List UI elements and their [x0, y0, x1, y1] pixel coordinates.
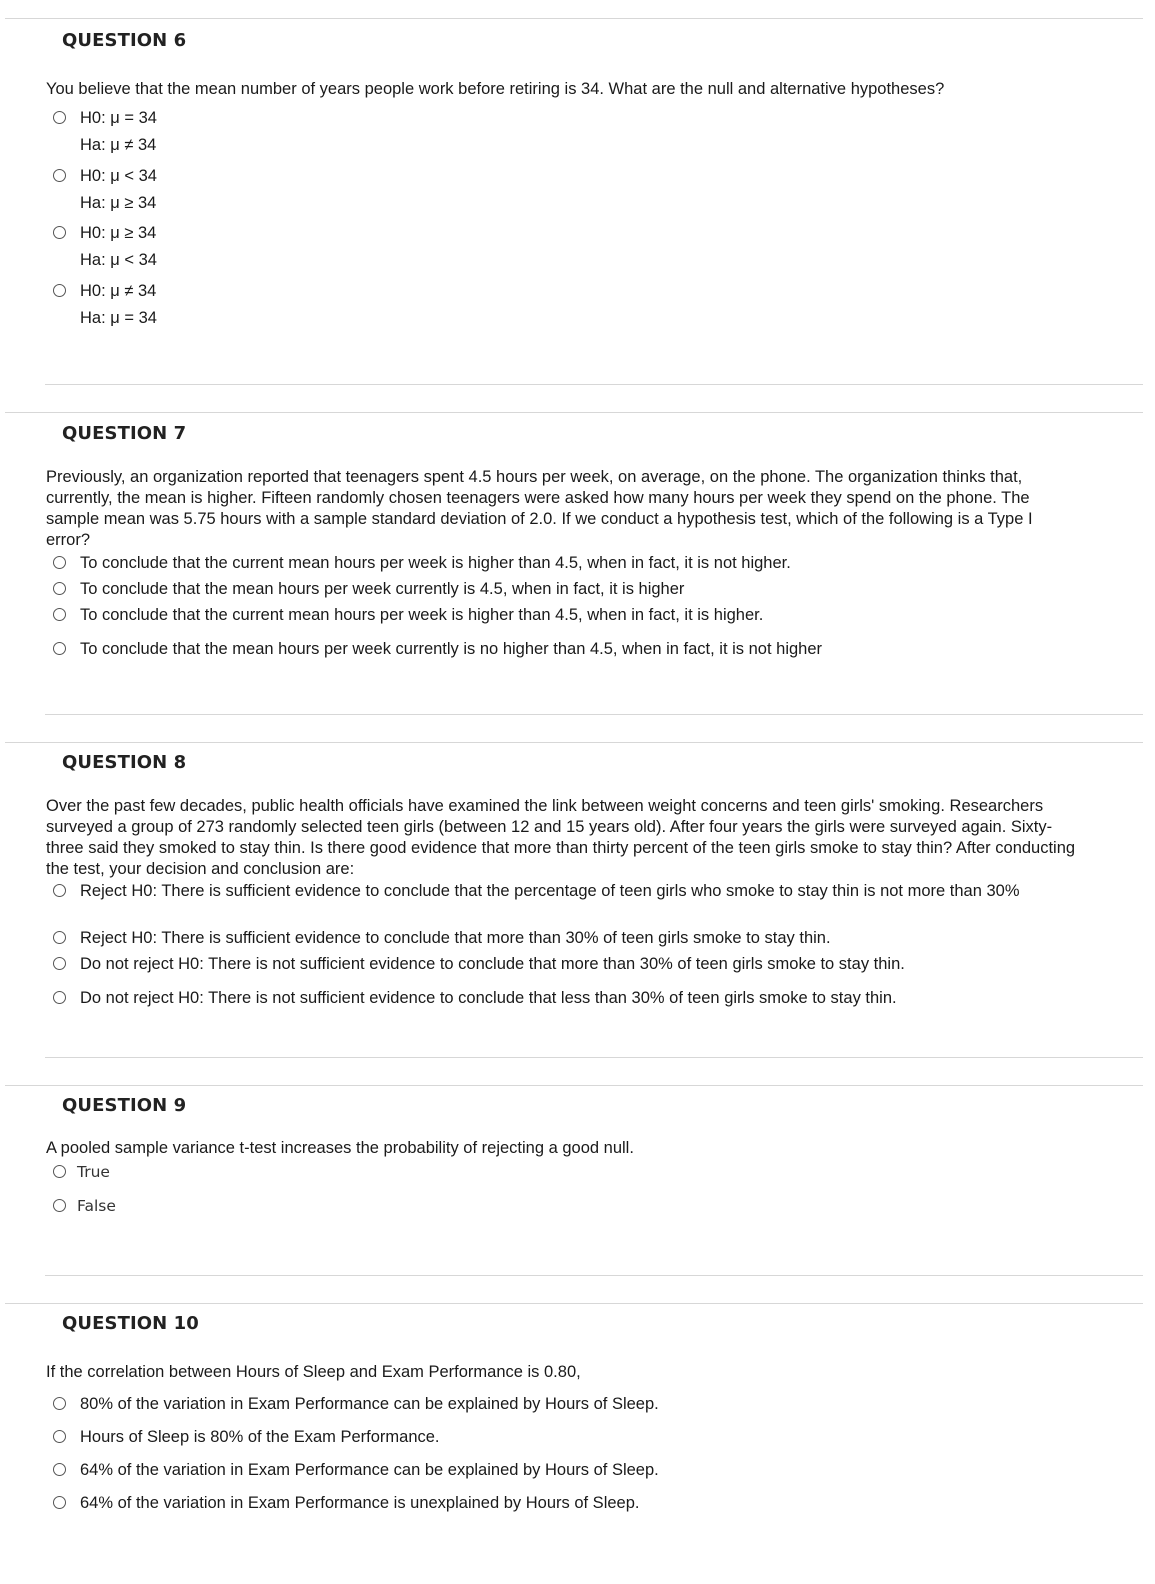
radio-button[interactable]	[53, 1397, 66, 1410]
option-line-ha: Ha: μ ≠ 34	[80, 136, 157, 154]
option-text: To conclude that the mean hours per week currently is 4.5, when in fact, it is higher	[80, 580, 685, 598]
question-9	[0, 1085, 1155, 1295]
radio-button[interactable]	[53, 884, 66, 897]
radio-button[interactable]	[53, 284, 66, 297]
option-text: 64% of the variation in Exam Performance is unexplained by Hours of Sleep.	[80, 1494, 640, 1512]
option-line-h0: H0: μ ≥ 34	[80, 224, 157, 242]
radio-button[interactable]	[53, 608, 66, 621]
divider	[5, 18, 1143, 19]
question-10	[0, 1303, 1155, 1543]
radio-button[interactable]	[53, 226, 66, 239]
radio-button[interactable]	[53, 1430, 66, 1443]
option-text: Do not reject H0: There is not sufficient evidence to conclude that less than 30% of teen girls smoke to stay thin.	[80, 989, 897, 1007]
divider	[45, 1275, 1143, 1276]
question-title: QUESTION 8	[62, 752, 187, 773]
radio-button[interactable]	[53, 991, 66, 1004]
question-8	[0, 742, 1155, 1077]
question-text: If the correlation between Hours of Sleep and Exam Performance is 0.80,	[46, 1363, 581, 1381]
option-line-ha: Ha: μ = 34	[80, 309, 157, 327]
question-title: QUESTION 9	[62, 1095, 187, 1116]
option-line-h0: H0: μ ≠ 34	[80, 282, 157, 300]
divider	[5, 742, 1143, 743]
divider	[45, 1057, 1143, 1058]
radio-button[interactable]	[53, 111, 66, 124]
radio-button[interactable]	[53, 1199, 66, 1212]
option-text: To conclude that the current mean hours per week is higher than 4.5, when in fact, it is not higher.	[80, 554, 791, 572]
question-7	[0, 412, 1155, 732]
divider	[5, 1303, 1143, 1304]
radio-button[interactable]	[53, 931, 66, 944]
divider	[45, 714, 1143, 715]
divider	[5, 1085, 1143, 1086]
divider	[5, 412, 1143, 413]
question-text: A pooled sample variance t-test increases the probability of rejecting a good null.	[46, 1139, 634, 1157]
question-text: You believe that the mean number of years people work before retiring is 34. What are the null and alternative hypotheses?	[46, 80, 945, 98]
option-line-ha: Ha: μ < 34	[80, 251, 157, 269]
option-text: Hours of Sleep is 80% of the Exam Performance.	[80, 1428, 440, 1446]
radio-button[interactable]	[53, 1165, 66, 1178]
option-line-h0: H0: μ = 34	[80, 109, 157, 127]
question-title: QUESTION 10	[62, 1313, 199, 1334]
option-text: True	[77, 1163, 110, 1181]
question-text: Over the past few decades, public health officials have examined the link between weight concerns and teen girls' smoking. Researchers surveyed a group of 273 randomly selected teen girls (between 12 and 15 years old). After four years the girls were surveyed again. Sixty-three said they smoked to stay thin. Is there good evidence that more than thirty percent of the teen girls smoke to stay thin? After conducting the test, your decision and conclusion are:	[46, 797, 1076, 878]
option-text: To conclude that the current mean hours per week is higher than 4.5, when in fact, it is higher.	[80, 606, 764, 624]
option-line-ha: Ha: μ ≥ 34	[80, 194, 157, 212]
option-text: Do not reject H0: There is not sufficient evidence to conclude that more than 30% of teen girls smoke to stay thin.	[80, 955, 905, 973]
option-text: 80% of the variation in Exam Performance can be explained by Hours of Sleep.	[80, 1395, 659, 1413]
radio-button[interactable]	[53, 556, 66, 569]
question-title: QUESTION 6	[62, 30, 187, 51]
radio-button[interactable]	[53, 1463, 66, 1476]
option-text: 64% of the variation in Exam Performance can be explained by Hours of Sleep.	[80, 1461, 659, 1479]
option-line-h0: H0: μ < 34	[80, 167, 157, 185]
option-text: To conclude that the mean hours per week currently is no higher than 4.5, when in fact, it is not higher	[80, 640, 823, 658]
question-text: Previously, an organization reported that teenagers spent 4.5 hours per week, on average, on the phone. The organization thinks that, currently, the mean is higher. Fifteen randomly chosen teenagers were asked how many hours per week they spend on the phone. The sample mean was 5.75 hours with a sample standard deviation of 2.0. If we conduct a hypothesis test, which of the following is a Type I error?	[46, 468, 1033, 549]
option-text: False	[77, 1197, 116, 1215]
option-text: Reject H0: There is sufficient evidence to conclude that more than 30% of teen girls smoke to stay thin.	[80, 929, 831, 947]
radio-button[interactable]	[53, 169, 66, 182]
radio-button[interactable]	[53, 582, 66, 595]
question-6	[0, 18, 1155, 398]
option-text: Reject H0: There is sufficient evidence to conclude that the percentage of teen girls who smoke to stay thin is not more than 30%	[80, 882, 1020, 900]
radio-button[interactable]	[53, 957, 66, 970]
question-title: QUESTION 7	[62, 423, 187, 444]
divider	[45, 384, 1143, 385]
radio-button[interactable]	[53, 642, 66, 655]
radio-button[interactable]	[53, 1496, 66, 1509]
